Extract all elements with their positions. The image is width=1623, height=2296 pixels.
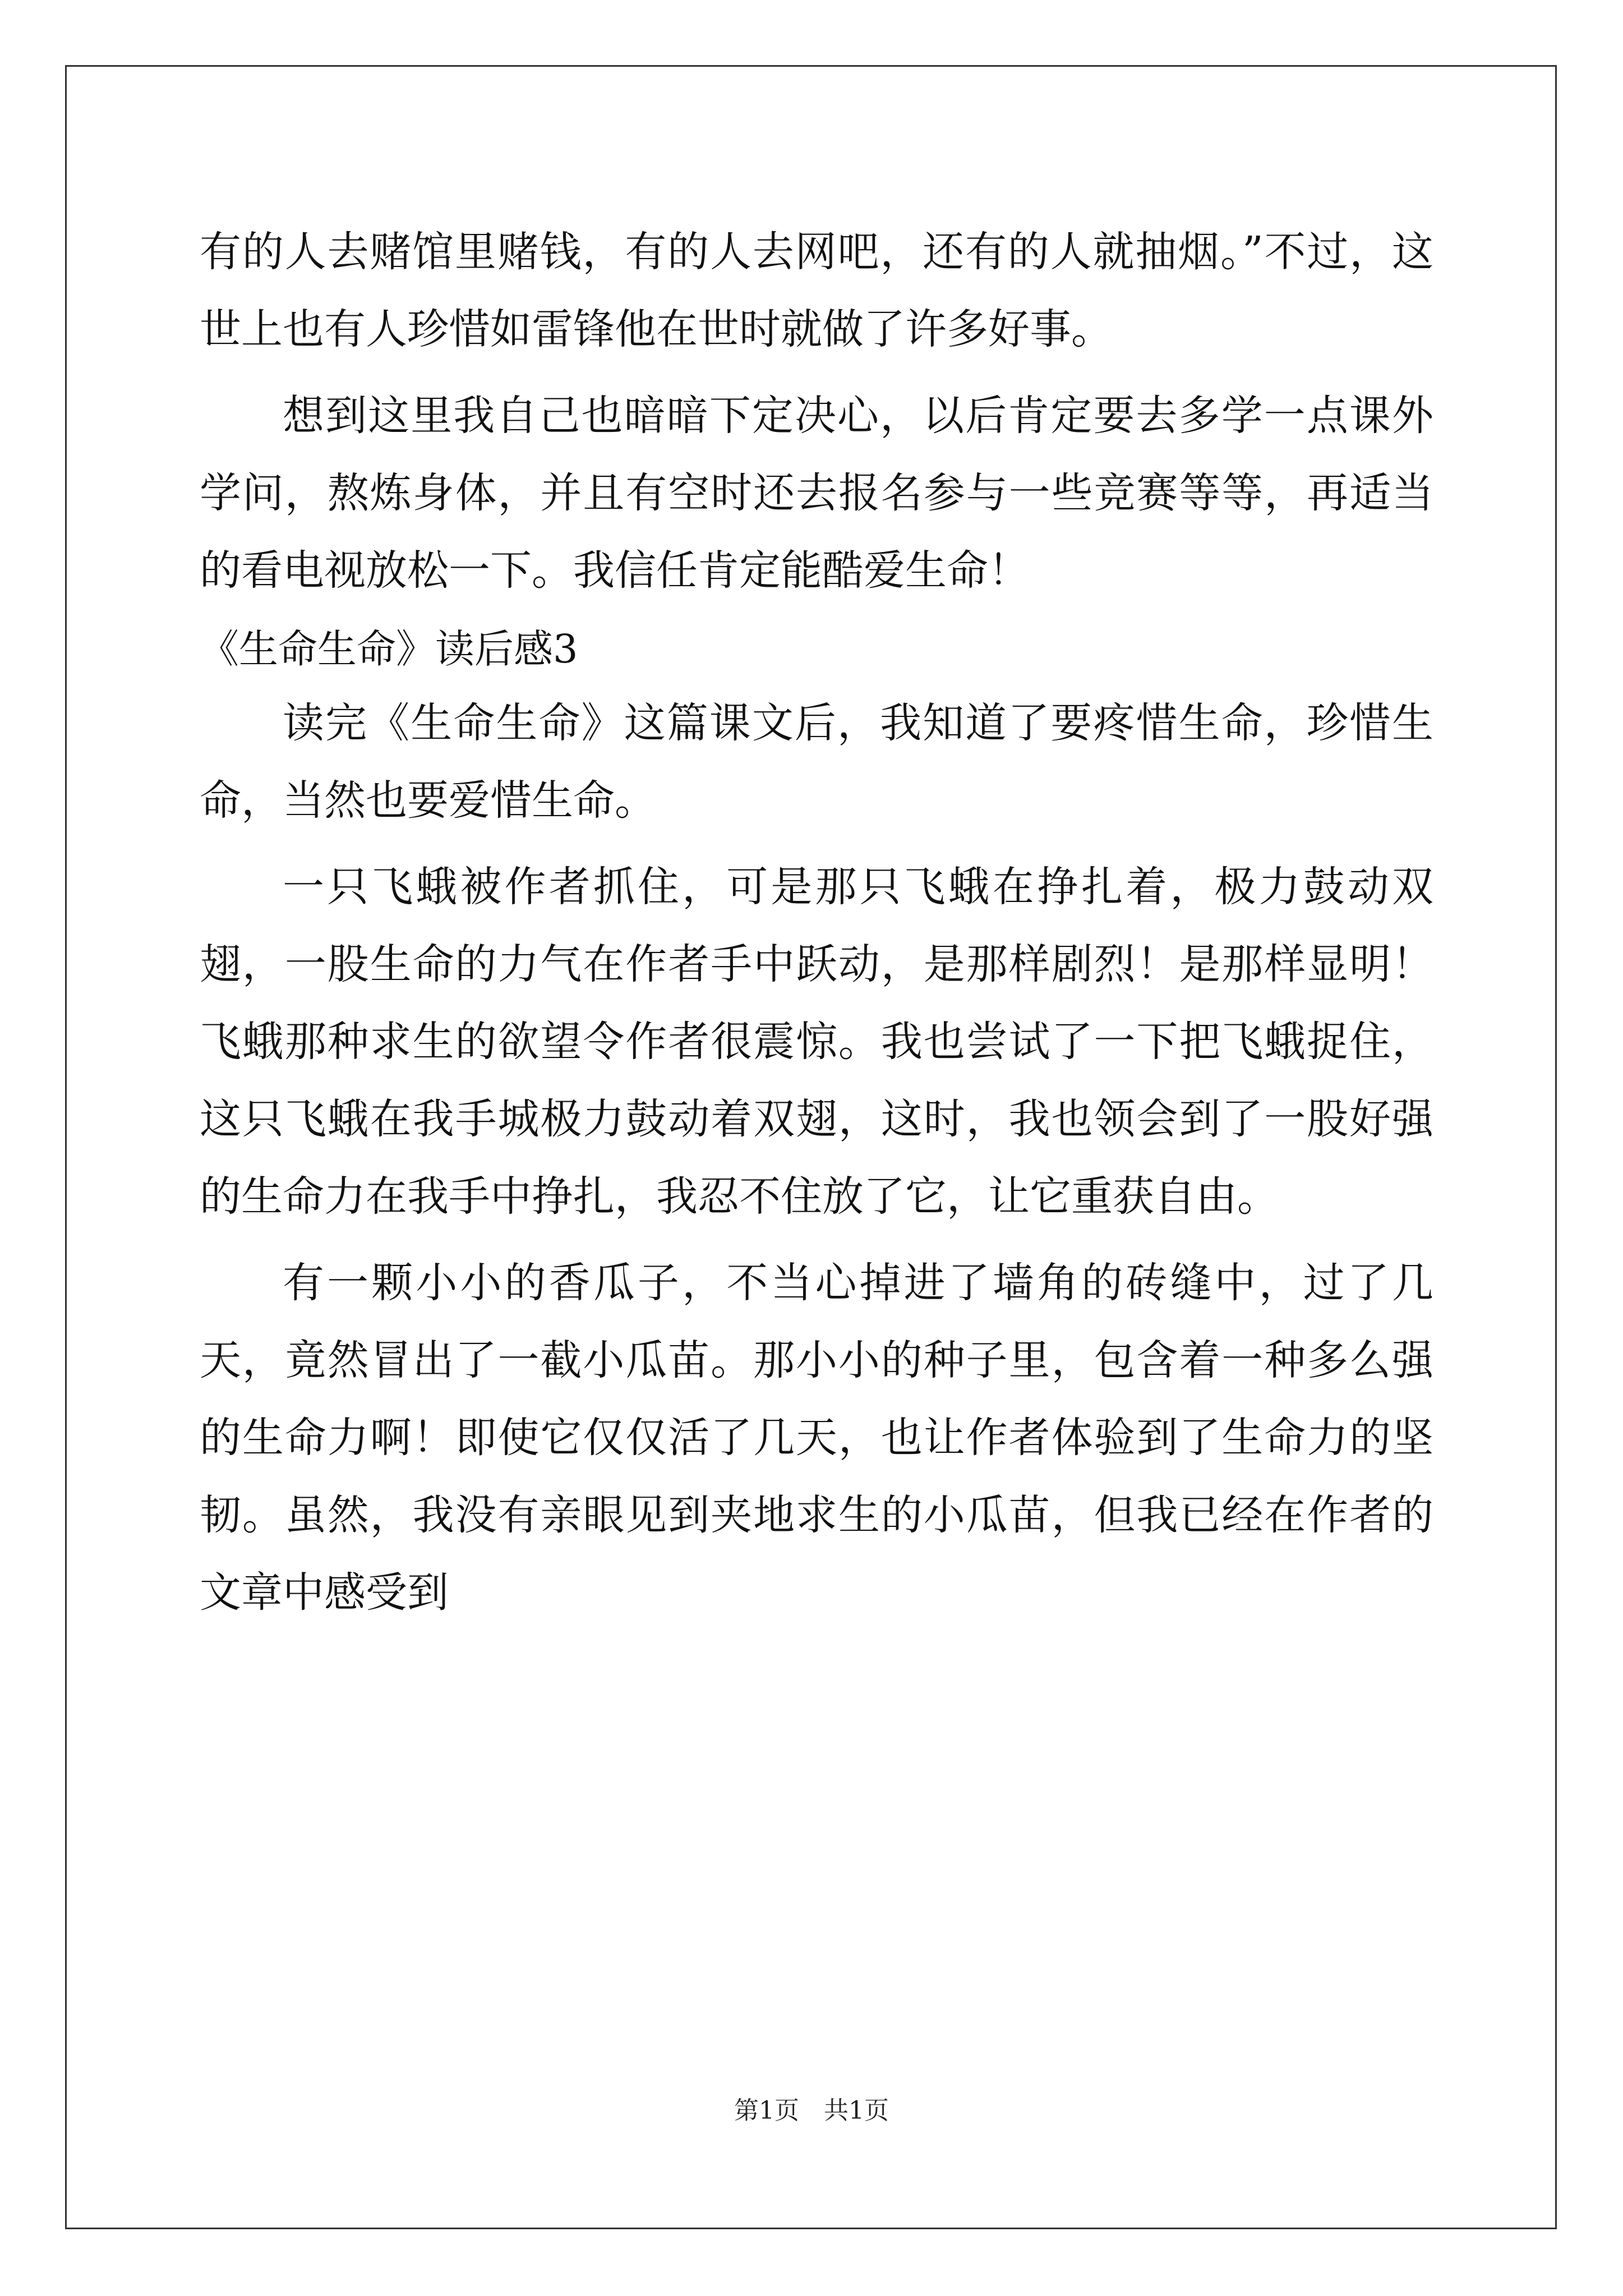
paragraph-melon-seed: 有一颗小小的香瓜子，不当心掉进了墙角的砖缝中，过了几天，竟然冒出了一截小瓜苗。那小小的种子里，包含着一种多么强的生命力啊！即使它仅仅活了几天，也让作者体验到了生命力的坚韧。虽然，我没有亲眼见到夹地求生的小瓜苗，但我已经在作者的文章中感受到 — [200, 1259, 1433, 1617]
page-number-footer: 第1页 共1页 — [734, 2096, 889, 2125]
paragraph-resolution: 想到这里我自己也暗暗下定决心，以后肯定要去多学一点课外学问，熬炼身体，并且有空时还去报名参与一些竞赛等等，再适当的看电视放松一下。我信任肯定能酷爱生命！ — [200, 392, 1433, 595]
paragraph-continuation: 有的人去赌馆里赌钱，有的人去网吧，还有的人就抽烟。”不过，这世上也有人珍惜如雷锋他在世时就做了许多好事。 — [200, 228, 1433, 353]
paragraph-moth: 一只飞蛾被作者抓住，可是那只飞蛾在挣扎着，极力鼓动双翅，一股生命的力气在作者手中跃动，是那样剧烈！是那样显明！飞蛾那种求生的欲望令作者很震惊。我也尝试了一下把飞蛾捉住，这只飞蛾在我手城极力鼓动着双翅，这时，我也领会到了一股好强的生命力在我手中挣扎，我忍不住放了它，让它重获自由。 — [200, 863, 1433, 1221]
section-heading: 《生命生命》读后感3 — [200, 626, 578, 672]
paragraph-intro: 读完《生命生命》这篇课文后，我知道了要疼惜生命，珍惜生命，当然也要爱惜生命。 — [200, 699, 1433, 825]
document-body — [200, 213, 1433, 1631]
